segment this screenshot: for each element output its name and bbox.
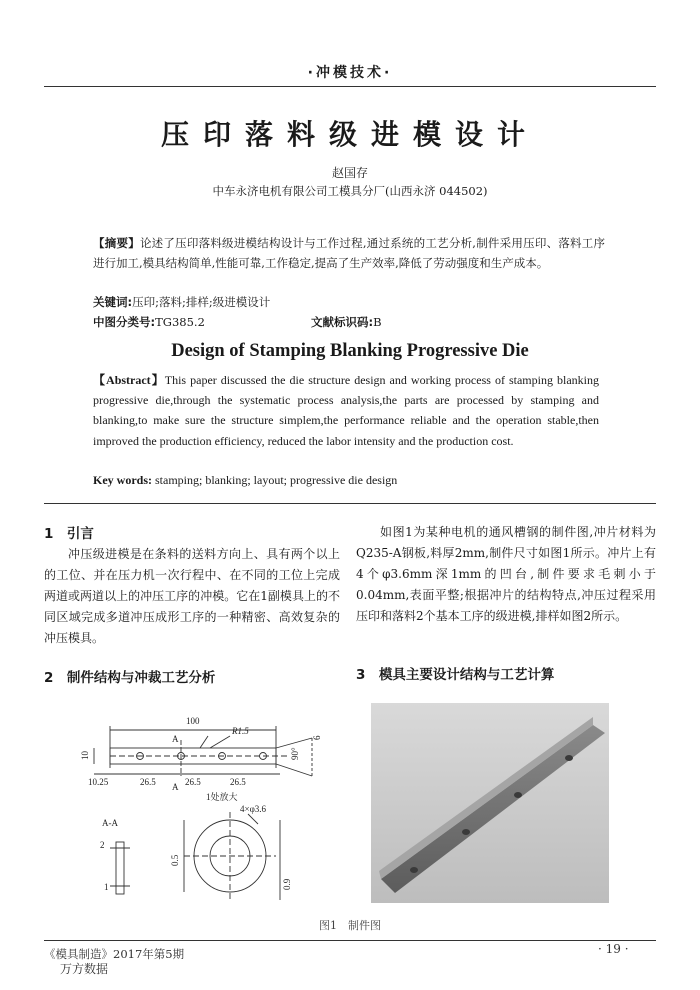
abstract-rule [44, 503, 656, 504]
footer-journal: 《模具制造》2017年第5期 [44, 947, 185, 961]
footer-rule [44, 940, 656, 941]
dim-05: 0.5 [170, 854, 180, 866]
dim-holes: 4×φ3.6 [240, 804, 267, 814]
render-boss-4 [565, 755, 573, 761]
abstract-en [93, 370, 599, 451]
render-boss-1 [410, 867, 418, 873]
section-aa-label: A-A [102, 818, 118, 828]
header-rule [44, 86, 656, 87]
dim-p3: 26.5 [230, 777, 246, 787]
clc-label: 中图分类号: [93, 315, 156, 329]
dim-09: 0.9 [282, 878, 292, 890]
dim-p2: 26.5 [185, 777, 201, 787]
keywords-cn-label: 关键词: [93, 295, 133, 309]
doc-code-label: 文献标识码: [311, 315, 374, 329]
classification-row [93, 314, 605, 330]
dim-six: 6 [312, 735, 322, 740]
title-en: Design of Stamping Blanking Progressive Die [171, 341, 529, 361]
title-cn: 压印落料级进模设计 [160, 118, 539, 151]
section-marker-bottom: A [172, 782, 179, 792]
abstract-en-text: This paper discussed the die structure design and working process of stamping blanking progressive die,through the systematic process analysis,the parts are processed by stamping and blanking,to make sure the structure simplem,the performance reliable and the operation stable,then improved the production efficiency, reduced the labor intensity and the production cost. [93, 373, 599, 448]
keywords-cn-text: 压印;落料;排样;级进模设计 [132, 295, 271, 309]
section-3-heading: 3 模具主要设计结构与工艺计算 [356, 667, 555, 683]
doc-code-value: B [373, 315, 382, 329]
dim-height: 10 [80, 751, 90, 760]
right-column-body: 如图1为某种电机的通风槽钢的制件图,冲片材料为Q235-A钢板,料厚2mm,制件尺寸如图1所示。冲片上有4个φ3.6mm深1mm的凹台,制件要求毛刺小于0.04mm,表面平整;根据冲片的结构特点,冲压过程采用压印和落料2个基本工序的级进模,排样如图2所示。 [356, 525, 656, 623]
doc-code [311, 314, 382, 330]
dim-radius: R1.5 [232, 726, 249, 736]
render-boss-3 [514, 792, 522, 798]
part-drawing [80, 690, 360, 910]
keywords-en [93, 473, 397, 488]
section-marker-top: A [172, 734, 179, 744]
dim-two: 2 [100, 840, 105, 850]
keywords-cn [93, 294, 270, 310]
section-1-heading: 1 引言 [44, 526, 94, 542]
dim-p1: 26.5 [140, 777, 156, 787]
watermark: 万方数据 [60, 962, 109, 976]
abstract-en-label: 【Abstract】 [93, 373, 165, 387]
part-3d-render [371, 703, 609, 903]
section-tag: ·冲模技术· [307, 65, 393, 81]
section-2-heading: 2 制件结构与冲裁工艺分析 [44, 670, 216, 686]
render-boss-2 [462, 829, 470, 835]
dim-overall: 100 [186, 716, 200, 726]
dim-one: 1 [104, 882, 109, 892]
abstract-cn [93, 233, 605, 273]
keywords-en-text: stamping; blanking; layout; progressive die design [155, 473, 398, 487]
affiliation: 中车永济电机有限公司工模具分厂(山西永济 044502) [212, 184, 488, 198]
dim-angle: 90° [290, 747, 300, 760]
page-number: · 19 · [598, 942, 629, 956]
keywords-en-label: Key words: [93, 473, 152, 487]
clc-value: TG385.2 [155, 315, 205, 329]
abstract-cn-label: 【摘要】 [93, 236, 140, 250]
dim-a: 10.25 [88, 777, 109, 787]
figure-caption: 图1 制件图 [319, 919, 381, 932]
abstract-cn-text: 论述了压印落料级进模结构设计与工作过程,通过系统的工艺分析,制件采用压印、落料工序进行加工,模具结构简单,性能可靠,工作稳定,提高了生产效率,降低了劳动强度和生产成本。 [93, 236, 606, 270]
detail-label: 1处放大 [206, 792, 238, 802]
section-1-body: 冲压级进模是在条料的送料方向上、具有两个以上的工位、并在压力机一次行程中、在不同的工位上完成两道或两道以上的冲压工序的冲模。它在1副模具上的不同区域完成多道冲压成形工序的一种精密、高效复杂的冲压模具。 [44, 547, 340, 645]
author: 赵国存 [331, 166, 368, 180]
